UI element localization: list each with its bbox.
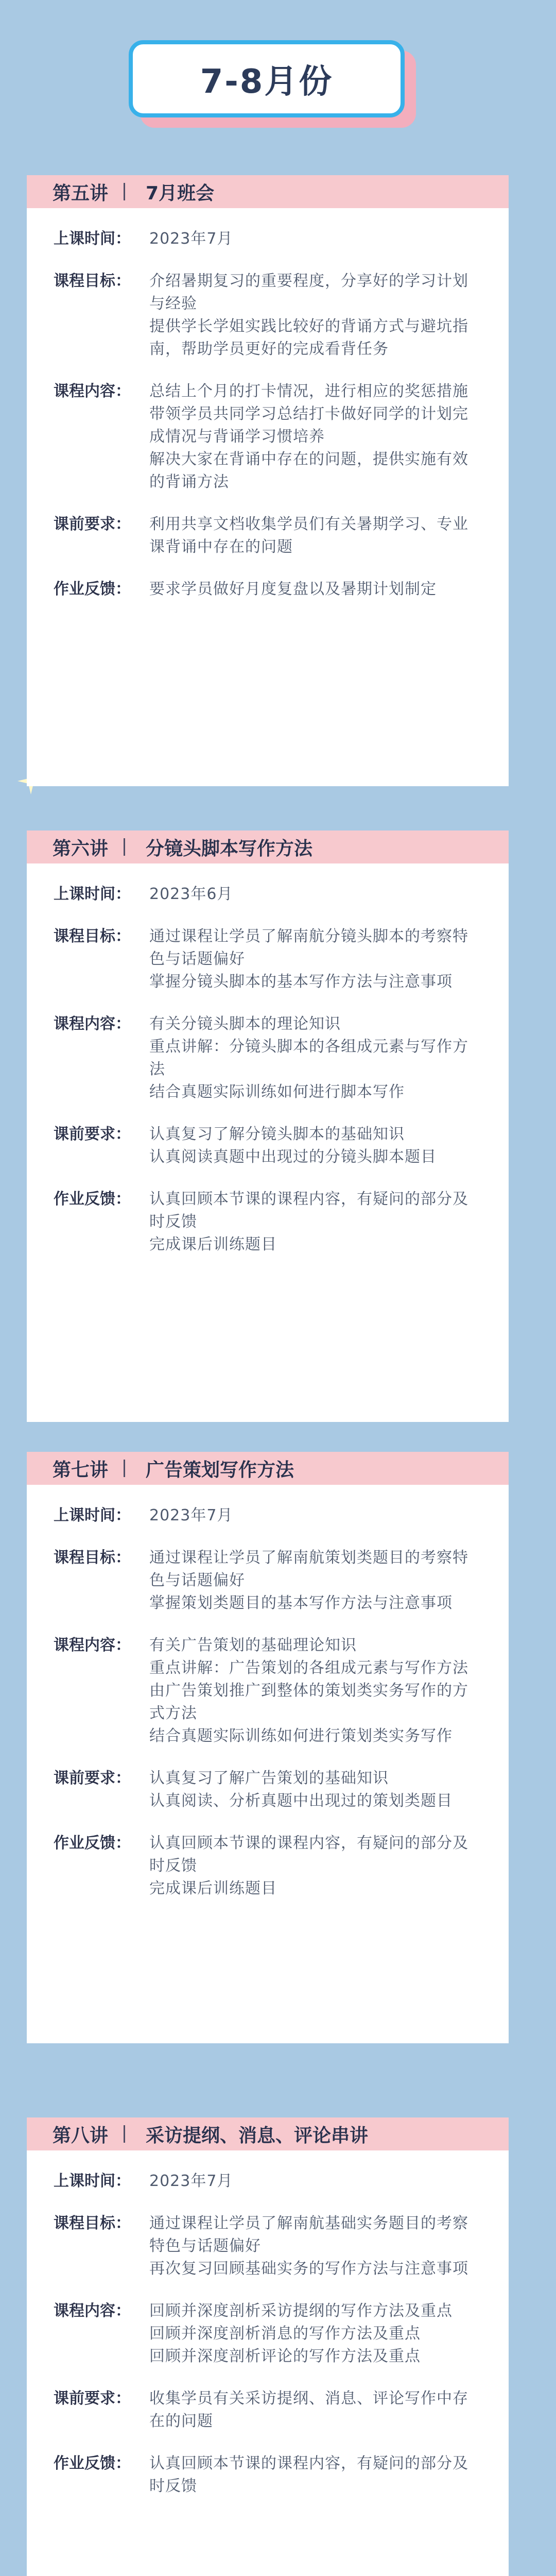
- time-label: 上课时间：: [54, 885, 131, 903]
- time-row: [27, 2170, 509, 2193]
- goal-value: 通过课程让学员了解南航分镜头脚本的考察特色与话题偏好 掌握分镜头脚本的基本写作方法与注意事项: [149, 927, 468, 991]
- time-row: [27, 883, 509, 906]
- require-label: 课前要求：: [54, 1125, 131, 1143]
- goal-label: 课程目标：: [54, 272, 131, 290]
- goal-row: [27, 270, 509, 361]
- feedback-value: 要求学员做好月度复盘以及暑期计划制定: [149, 580, 437, 598]
- require-row: [27, 1767, 509, 1812]
- time-value: 2023年7月: [149, 230, 233, 248]
- lecture-card-8: [27, 2117, 509, 2576]
- content-row: [27, 2300, 509, 2368]
- feedback-row: [27, 2452, 509, 2498]
- title-banner: [0, 0, 556, 139]
- content-value: 回顾并深度剖析采访提纲的写作方法及重点 回顾并深度剖析消息的写作方法及重点 回顾并深度剖析评论的写作方法及重点: [149, 2302, 453, 2365]
- lecture-header: [27, 175, 509, 208]
- require-value: 认真复习了解分镜头脚本的基础知识 认真阅读真题中出现过的分镜头脚本题目: [149, 1125, 437, 1166]
- content-row: [27, 1634, 509, 1748]
- goal-label: 课程目标：: [54, 927, 131, 945]
- content-label: 课程内容：: [54, 382, 131, 400]
- goal-value: 通过课程让学员了解南航策划类题目的考察特色与话题偏好 掌握策划类题目的基本写作方法与注意事项: [149, 1549, 468, 1612]
- feedback-label: 作业反馈：: [54, 1190, 131, 1208]
- lecture-topic: 7月班会: [146, 182, 215, 204]
- page-title: 7-8月份: [200, 63, 334, 101]
- time-value: 2023年7月: [149, 2172, 233, 2190]
- content-label: 课程内容：: [54, 1015, 131, 1033]
- lecture-topic: 广告策划写作方法: [146, 1459, 294, 1481]
- header-divider: [124, 183, 125, 200]
- feedback-row: [27, 1832, 509, 1900]
- time-label: 上课时间：: [54, 1506, 131, 1524]
- lecture-card-7: [27, 1452, 509, 2043]
- goal-row: [27, 925, 509, 993]
- lecture-card-6: [27, 831, 509, 1422]
- goal-label: 课程目标：: [54, 2214, 131, 2232]
- goal-row: [27, 2212, 509, 2280]
- feedback-label: 作业反馈：: [54, 580, 131, 598]
- header-divider: [124, 1460, 125, 1477]
- feedback-row: [27, 1188, 509, 1256]
- feedback-label: 作业反馈：: [54, 1834, 131, 1852]
- time-row: [27, 1504, 509, 1527]
- content-label: 课程内容：: [54, 2302, 131, 2320]
- lecture-number: 第五讲: [53, 182, 109, 204]
- require-row: [27, 1123, 509, 1168]
- feedback-label: 作业反馈：: [54, 2454, 131, 2472]
- require-label: 课前要求：: [54, 2389, 131, 2408]
- goal-label: 课程目标：: [54, 1549, 131, 1567]
- time-row: [27, 228, 509, 250]
- require-row: [27, 513, 509, 558]
- time-value: 2023年6月: [149, 885, 233, 903]
- lecture-number: 第八讲: [53, 2125, 109, 2146]
- content-value: 总结上个月的打卡情况，进行相应的奖惩措施 带领学员共同学习总结打卡做好同学的计划完成情况与背诵学习惯培养 解决大家在背诵中存在的问题，提供实施有效的背诵方法: [149, 382, 468, 491]
- content-row: [27, 380, 509, 494]
- header-divider: [124, 838, 125, 856]
- feedback-value: 认真回顾本节课的课程内容，有疑问的部分及时反馈: [149, 2454, 468, 2495]
- content-value: 有关分镜头脚本的理论知识 重点讲解：分镜头脚本的各组成元素与写作方法 结合真题实际训练如何进行脚本写作: [149, 1015, 468, 1101]
- feedback-row: [27, 578, 509, 601]
- header-divider: [124, 2125, 125, 2143]
- lecture-header: [27, 2117, 509, 2150]
- require-value: 收集学员有关采访提纲、消息、评论写作中存在的问题: [149, 2389, 468, 2430]
- lecture-topic: 采访提纲、消息、评论串讲: [146, 2125, 369, 2146]
- require-row: [27, 2387, 509, 2433]
- require-label: 课前要求：: [54, 515, 131, 533]
- time-label: 上课时间：: [54, 230, 131, 248]
- lecture-header: [27, 1452, 509, 1485]
- lecture-number: 第七讲: [53, 1459, 109, 1481]
- lecture-header: [27, 831, 509, 863]
- content-label: 课程内容：: [54, 1636, 131, 1654]
- lecture-topic: 分镜头脚本写作方法: [146, 838, 313, 859]
- time-label: 上课时间：: [54, 2172, 131, 2190]
- title-box: [129, 40, 405, 117]
- goal-value: 通过课程让学员了解南航基础实务题目的考察特色与话题偏好 再次复习回顾基础实务的写作方法与注意事项: [149, 2214, 468, 2278]
- require-value: 认真复习了解广告策划的基础知识 认真阅读、分析真题中出现过的策划类题目: [149, 1769, 453, 1810]
- require-label: 课前要求：: [54, 1769, 131, 1787]
- feedback-value: 认真回顾本节课的课程内容，有疑问的部分及时反馈 完成课后训练题目: [149, 1834, 468, 1897]
- require-value: 利用共享文档收集学员们有关暑期学习、专业课背诵中存在的问题: [149, 515, 468, 556]
- lecture-card-5: [27, 175, 509, 786]
- time-value: 2023年7月: [149, 1506, 233, 1524]
- content-row: [27, 1013, 509, 1104]
- feedback-value: 认真回顾本节课的课程内容，有疑问的部分及时反馈 完成课后训练题目: [149, 1190, 468, 1253]
- goal-value: 介绍暑期复习的重要程度，分享好的学习计划与经验 提供学长学姐实践比较好的背诵方式与避坑指南，帮助学员更好的完成看背任务: [149, 272, 468, 358]
- content-value: 有关广告策划的基础理论知识 重点讲解：广告策划的各组成元素与写作方法 由广告策划推广到整体的策划类实务写作的方式方法 结合真题实际训练如何进行策划类实务写作: [149, 1636, 468, 1745]
- goal-row: [27, 1547, 509, 1615]
- lecture-number: 第六讲: [53, 838, 109, 859]
